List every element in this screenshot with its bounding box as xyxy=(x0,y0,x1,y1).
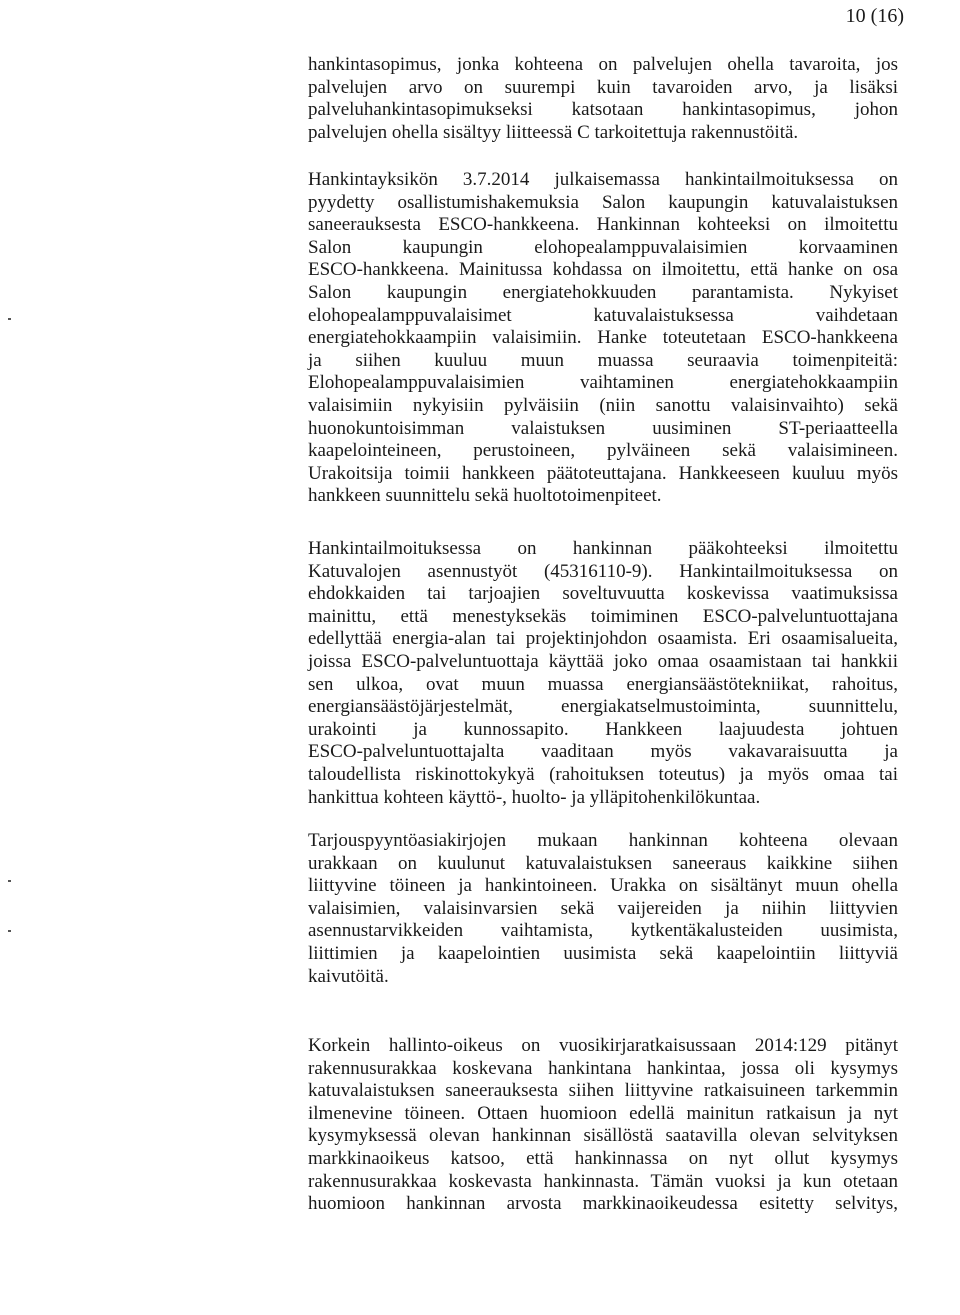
text-line: energiatehokkaampiin valaisimiin. Hanke toteutetaan ESCO-hankkeena xyxy=(308,327,898,349)
text-line: rakennusurakkaa koskevana hankintana hankintaa, jossa oli kysymys xyxy=(308,1057,898,1079)
scan-margin-mark xyxy=(8,318,11,320)
text-line: hankintasopimus, jonka kohteena on palvelujen ohella tavaroita, jos xyxy=(308,54,898,75)
text-line: Urakoitsija toimii hankkeen päätoteuttajana. Hankkeeseen kuuluu myös xyxy=(308,462,898,484)
paragraph-5 xyxy=(308,1035,898,1216)
text-line: kaivutöitä. xyxy=(308,965,389,987)
text-line: mainittu, että menestyksekäs toimiminen ESCO-palveluntuottajana xyxy=(308,605,898,627)
text-line: markkinaoikeus katsoo, että hankinnassa on nyt ollut kysymys xyxy=(308,1147,898,1169)
text-line: Tarjouspyyntöasiakirjojen mukaan hankinnan kohteena olevaan xyxy=(308,830,898,851)
text-line: rakennusurakkaa koskevasta hankinnasta. Tämän vuoksi ja kun otetaan xyxy=(308,1170,898,1192)
text-line: taloudellista riskinottokykyä (rahoituksen toteutus) ja myös omaa tai xyxy=(308,763,898,785)
scan-margin-mark xyxy=(8,930,11,932)
text-line: Elohopealamppuvalaisimien vaihtaminen energiatehokkaampiin xyxy=(308,372,898,394)
text-line: ehdokkaiden tai tarjoajien soveltuvuutta koskevissa vaatimuksissa xyxy=(308,583,898,605)
text-line: urakkaan on kuulunut katuvalaistuksen saneeraus kaikkine siihen xyxy=(308,852,898,874)
text-line: saneerauksesta ESCO-hankkeena. Hankinnan kohteeksi on ilmoitettu xyxy=(308,214,898,236)
text-line: huonokuntoisimman valaistuksen uusiminen ST-periaatteella xyxy=(308,417,898,439)
text-line: asennustarvikkeiden vaihtamista, kytkentäkalusteiden uusimista, xyxy=(308,920,898,942)
text-line: huomioon hankinnan arvosta markkinaoikeudessa esitetty selvitys, xyxy=(308,1193,898,1215)
text-line: Katuvalojen asennustyöt (45316110-9). Hankintailmoituksessa on xyxy=(308,560,898,582)
text-line: Salon kaupungin elohopealamppuvalaisimien korvaaminen xyxy=(308,236,898,258)
text-line: Salon kaupungin energiatehokkuuden parantamista. Nykyiset xyxy=(308,281,898,303)
scan-margin-mark xyxy=(8,880,11,882)
text-line: palvelujen arvo on suurempi kuin tavaroiden arvo, ja lisäksi xyxy=(308,76,898,98)
text-line: Hankintayksikön 3.7.2014 julkaisemassa hankintailmoituksessa on xyxy=(308,169,898,190)
text-line: palvelujen ohella sisältyy liitteessä C tarkoitettuja rakennustöitä. xyxy=(308,121,799,143)
text-line: sen ulkoa, ovat muun muassa energiansäästötekniikat, rahoitus, xyxy=(308,673,898,695)
text-line: Korkein hallinto-oikeus on vuosikirjaratkaisussaan 2014:129 pitänyt xyxy=(308,1035,898,1056)
text-line: ja siihen kuuluu muun muassa seuraavia toimenpiteitä: xyxy=(308,349,898,371)
text-line: hankkeen suunnittelu sekä huoltotoimenpiteet. xyxy=(308,485,662,507)
text-line: edellyttää energia-alan tai projektinjohdon osaamista. Eri osaamisalueita, xyxy=(308,628,898,650)
text-line: elohopealamppuvalaisimet katuvalaistuksessa vaihdetaan xyxy=(308,304,898,326)
text-line: urakointi ja kunnossapito. Hankkeen laajuudesta johtuen xyxy=(308,718,898,740)
text-line: joissa ESCO-palveluntuottaja käyttää joko omaa osaamistaan tai hankkii xyxy=(308,650,898,672)
paragraph-4 xyxy=(308,830,898,988)
text-line: palveluhankintasopimukseksi katsotaan hankintasopimus, johon xyxy=(308,99,898,121)
text-line: valaisimien, valaisinvarsien sekä vaijereiden ja niihin liittyvien xyxy=(308,897,898,919)
text-line: ilmenevine töineen. Ottaen huomioon edellä mainitun ratkaisun ja nyt xyxy=(308,1102,898,1124)
paragraph-3 xyxy=(308,538,898,809)
text-line: pyydetty osallistumishakemuksia Salon kaupungin katuvalaistuksen xyxy=(308,191,898,213)
text-line: ESCO-palveluntuottajalta vaaditaan myös vakavaraisuutta ja xyxy=(308,741,898,763)
paragraph-1 xyxy=(308,54,898,144)
paragraph-2 xyxy=(308,169,898,508)
text-line: katuvalaistuksen saneerauksesta siihen liittyvine ratkaisuineen tarkemmin xyxy=(308,1080,898,1102)
text-line: liittyvine töineen ja hankintoineen. Urakka on sisältänyt muun ohella xyxy=(308,875,898,897)
text-line: ESCO-hankkeena. Mainitussa kohdassa on ilmoitettu, että hanke on osa xyxy=(308,259,898,281)
page-number: 10 (16) xyxy=(845,5,904,27)
text-line: kysymyksessä olevan hankinnan sisällöstä saatavilla olevan selvityksen xyxy=(308,1125,898,1147)
text-line: hankittua kohteen käyttö-, huolto- ja ylläpitohenkilökuntaa. xyxy=(308,786,761,808)
text-line: kaapelointeineen, perustoineen, pylväineen sekä valaisimineen. xyxy=(308,440,898,462)
text-line: Hankintailmoituksessa on hankinnan pääkohteeksi ilmoitettu xyxy=(308,538,898,559)
text-line: energiansäästöjärjestelmät, energiakatselmustoiminta, suunnittelu, xyxy=(308,696,898,718)
text-line: valaisimiin nykyisiin pylväisiin (niin sanottu valaisinvaihto) sekä xyxy=(308,394,898,416)
text-line: liittimien ja kaapelointien uusimista sekä kaapelointiin liittyviä xyxy=(308,942,898,964)
